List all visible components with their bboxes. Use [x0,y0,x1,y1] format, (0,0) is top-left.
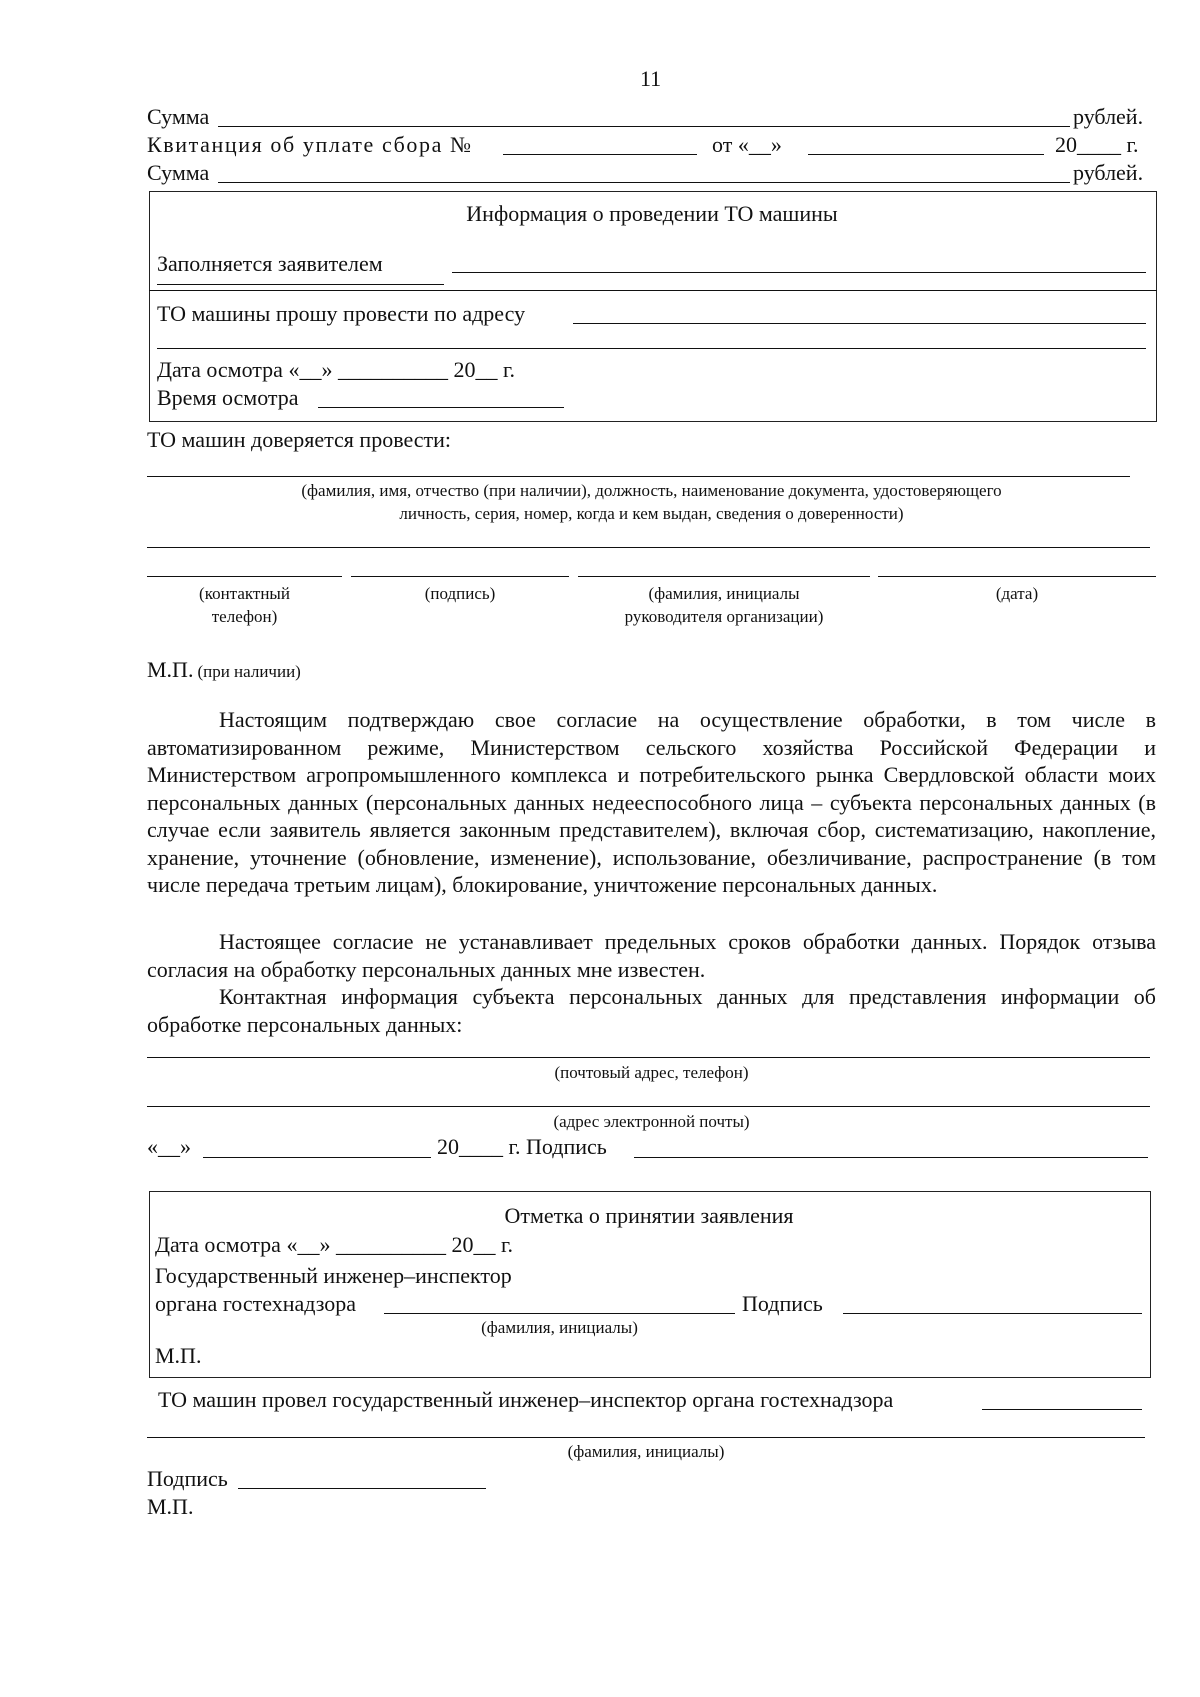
stamp-note: (при наличии) [197,662,301,681]
summa-label-1: Сумма [147,104,210,129]
stamp-label: М.П. [147,657,194,682]
footer-stamp: М.П. [147,1494,194,1519]
to-info-title: Информация о проведении ТО машины [466,201,838,226]
caption-phone-2: телефон) [211,607,278,626]
trusted-person-field-2[interactable] [147,547,1150,548]
trust-caption-line2: личность, серия, номер, когда и кем выдан, сведения о доверенности) [399,504,904,523]
performed-name-field[interactable] [147,1437,1145,1438]
caption-head-2: руководителя организации) [624,607,824,626]
receipt-date-field[interactable] [808,154,1044,155]
footer-signature-field[interactable] [238,1488,486,1489]
address-field-2[interactable] [157,348,1146,349]
receipt-year-label: 20____ г. [1055,132,1139,157]
consent-paragraph-2: Настоящее согласие не устанавливает предельных сроков обработки данных. Порядок отзыва согласия на обработку персональных данных мне известен. [147,929,1156,982]
caption-head-1: (фамилия, инициалы [648,584,800,603]
consent-date-field[interactable] [203,1157,431,1158]
inspection-time-label: Время осмотра [157,385,299,410]
head-name-field[interactable] [578,576,870,577]
email-field[interactable] [147,1106,1150,1107]
consent-date-quote: «__» [147,1134,191,1159]
stamp-line [147,657,301,683]
performed-caption: (фамилия, инициалы) [567,1442,725,1461]
phone-field[interactable] [147,576,342,577]
rubley-label-1: рублей. [1073,104,1144,129]
caption-signature: (подпись) [424,584,496,603]
date-field[interactable] [878,576,1156,577]
trusted-person-field[interactable] [147,476,1130,477]
performed-field[interactable] [982,1409,1142,1410]
address-label: ТО машины прошу провести по адресу [157,301,526,326]
trust-caption-line1: (фамилия, имя, отчество (при наличии), должность, наименование документа, удостоверяющего [301,481,1002,500]
caption-email: (адрес электронной почты) [553,1112,750,1131]
acceptance-title: Отметка о принятии заявления [504,1203,794,1228]
acceptance-signature-field[interactable] [843,1313,1142,1314]
inspection-date-label[interactable]: Дата осмотра «__» __________ 20__ г. [157,357,515,382]
inspection-time-field[interactable] [318,407,564,408]
consent-paragraph-3: Контактная информация субъекта персональных данных для представления информации об обработке персональных данных: [147,984,1156,1037]
caption-postal: (почтовый адрес, телефон) [554,1063,749,1082]
filled-by-label: Заполняется заявителем [157,251,383,276]
inspector-line-2: органа гостехнадзора [155,1291,357,1316]
trust-label: ТО машин доверяется провести: [147,427,452,452]
receipt-number-field[interactable] [503,154,697,155]
to-box-divider-1 [149,290,1157,291]
summa-label-2: Сумма [147,160,210,185]
caption-date: (дата) [995,584,1039,603]
acceptance-date-label[interactable]: Дата осмотра «__» __________ 20__ г. [155,1232,513,1257]
inspector-line-1: Государственный инженер–инспектор [155,1263,512,1288]
summa-field-1[interactable] [218,126,1070,127]
footer-signature-label: Подпись [147,1466,228,1491]
summa-field-2[interactable] [218,182,1070,183]
rubley-label-2: рублей. [1073,160,1144,185]
caption-phone-1: (контактный [199,584,290,603]
address-field[interactable] [573,323,1146,324]
applicant-field[interactable] [452,272,1146,273]
acceptance-caption: (фамилия, инициалы) [481,1318,638,1337]
acceptance-stamp: М.П. [155,1343,202,1368]
page-number: 11 [640,66,662,91]
postal-field[interactable] [147,1057,1150,1058]
receipt-date-label: от «__» [712,132,782,157]
consent-year-signature-label: 20____ г. Подпись [437,1134,607,1159]
consent-signature-field[interactable] [634,1157,1148,1158]
performed-label: ТО машин провел государственный инженер–инспектор органа гостехнадзора [158,1387,894,1412]
applicant-underline [157,284,444,285]
signature-field[interactable] [351,576,569,577]
receipt-label: Квитанция об уплате сбора № [147,132,473,157]
consent-paragraph-1: Настоящим подтверждаю свое согласие на осуществление обработки, в том числе в автоматизированном режиме, Министерством сельского хозяйства Российской Федерации и Министерством агропромышленного комплекса и потребительского рынка Свердловской области моих персональных данных (персональных данных недееспособного лица – субъекта персональных данных (в случае если заявитель является законным представителем), включая сбор, систематизацию, накопление, хранение, уточнение (обновление, изменение), использование, обезличивание, распространение (в том числе передача третьим лицам), блокирование, уничтожение персональных данных. [147,707,1156,897]
acceptance-signature-label: Подпись [742,1291,823,1316]
inspector-name-field[interactable] [384,1313,735,1314]
